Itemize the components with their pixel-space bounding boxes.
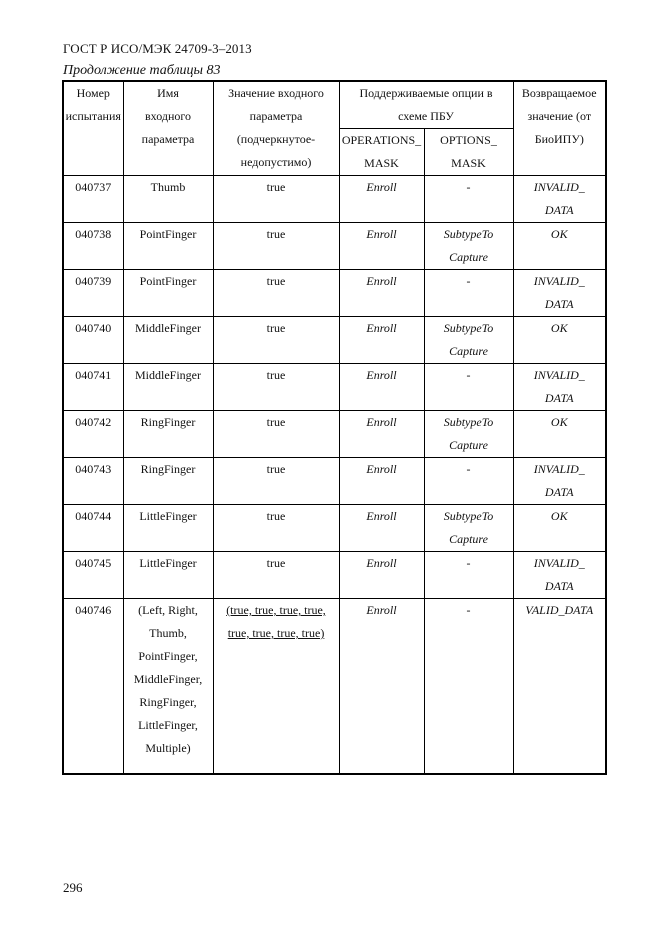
- header-param-name: Имя входного параметра: [123, 81, 213, 176]
- cell-options: SubtypeTo Capture: [424, 317, 513, 364]
- cell-param-value: true: [213, 505, 339, 552]
- cell-param-name: RingFinger: [123, 458, 213, 505]
- header-options-mask: OPTIONS_ MASK: [424, 129, 513, 176]
- cell-param-value: true: [213, 411, 339, 458]
- cell-operations: Enroll: [339, 552, 424, 599]
- table-row: [63, 411, 606, 458]
- cell-param-value: true: [213, 317, 339, 364]
- cell-test-no: 040745: [63, 552, 123, 599]
- cell-test-no: 040742: [63, 411, 123, 458]
- cell-param-name: MiddleFinger: [123, 364, 213, 411]
- table-row: [63, 458, 606, 505]
- cell-test-no: 040741: [63, 364, 123, 411]
- test-table: [62, 80, 607, 775]
- cell-returned: VALID_DATA: [513, 599, 606, 775]
- cell-options: SubtypeTo Capture: [424, 411, 513, 458]
- table-row: [63, 223, 606, 270]
- header-test-no: Номер испытания: [63, 81, 123, 176]
- cell-param-name: (Left, Right, Thumb, PointFinger, MiddleFinger, RingFinger, LittleFinger, Multiple): [123, 599, 213, 775]
- cell-param-name: Thumb: [123, 176, 213, 223]
- cell-param-name: LittleFinger: [123, 552, 213, 599]
- cell-options: -: [424, 599, 513, 775]
- cell-operations: Enroll: [339, 223, 424, 270]
- cell-param-value: (true, true, true, true, true, true, true, true): [213, 599, 339, 775]
- cell-param-value: true: [213, 270, 339, 317]
- cell-returned: OK: [513, 505, 606, 552]
- cell-operations: Enroll: [339, 176, 424, 223]
- cell-returned: OK: [513, 411, 606, 458]
- cell-test-no: 040738: [63, 223, 123, 270]
- cell-options: -: [424, 458, 513, 505]
- cell-test-no: 040739: [63, 270, 123, 317]
- cell-test-no: 040740: [63, 317, 123, 364]
- cell-options: -: [424, 364, 513, 411]
- cell-param-name: LittleFinger: [123, 505, 213, 552]
- table-row: [63, 317, 606, 364]
- cell-returned: OK: [513, 223, 606, 270]
- cell-operations: Enroll: [339, 599, 424, 775]
- cell-test-no: 040743: [63, 458, 123, 505]
- cell-returned: INVALID_ DATA: [513, 270, 606, 317]
- cell-operations: Enroll: [339, 458, 424, 505]
- cell-options: -: [424, 176, 513, 223]
- header-param-value: Значение входного параметра (подчеркнутое- недопустимо): [213, 81, 339, 176]
- header-operations-mask: OPERATIONS_ MASK: [339, 129, 424, 176]
- cell-operations: Enroll: [339, 317, 424, 364]
- cell-param-value: true: [213, 364, 339, 411]
- cell-param-name: RingFinger: [123, 411, 213, 458]
- cell-param-name: PointFinger: [123, 270, 213, 317]
- cell-param-value: true: [213, 223, 339, 270]
- table-row: [63, 505, 606, 552]
- cell-param-value: true: [213, 552, 339, 599]
- cell-options: SubtypeTo Capture: [424, 505, 513, 552]
- cell-test-no: 040737: [63, 176, 123, 223]
- cell-param-value: true: [213, 176, 339, 223]
- table-row: [63, 552, 606, 599]
- cell-test-no: 040746: [63, 599, 123, 775]
- header-row-1: [63, 81, 606, 129]
- cell-returned: OK: [513, 317, 606, 364]
- table-caption: Продолжение таблицы 83: [63, 63, 221, 78]
- cell-operations: Enroll: [339, 505, 424, 552]
- header-returned-value: Возвращаемое значение (от БиоИПУ): [513, 81, 606, 176]
- table-row: [63, 599, 606, 775]
- cell-options: -: [424, 270, 513, 317]
- cell-param-name: MiddleFinger: [123, 317, 213, 364]
- table-row: [63, 270, 606, 317]
- cell-operations: Enroll: [339, 411, 424, 458]
- cell-returned: INVALID_ DATA: [513, 364, 606, 411]
- cell-operations: Enroll: [339, 364, 424, 411]
- header-supported-options: Поддерживаемые опции в схеме ПБУ: [339, 81, 513, 129]
- page-number: 296: [63, 880, 83, 895]
- cell-test-no: 040744: [63, 505, 123, 552]
- cell-operations: Enroll: [339, 270, 424, 317]
- cell-returned: INVALID_ DATA: [513, 552, 606, 599]
- table-row: [63, 364, 606, 411]
- cell-returned: INVALID_ DATA: [513, 458, 606, 505]
- cell-options: SubtypeTo Capture: [424, 223, 513, 270]
- table-row: [63, 176, 606, 223]
- document-header: ГОСТ Р ИСО/МЭК 24709-3–2013: [63, 41, 252, 56]
- cell-returned: INVALID_ DATA: [513, 176, 606, 223]
- cell-param-name: PointFinger: [123, 223, 213, 270]
- cell-param-value: true: [213, 458, 339, 505]
- cell-options: -: [424, 552, 513, 599]
